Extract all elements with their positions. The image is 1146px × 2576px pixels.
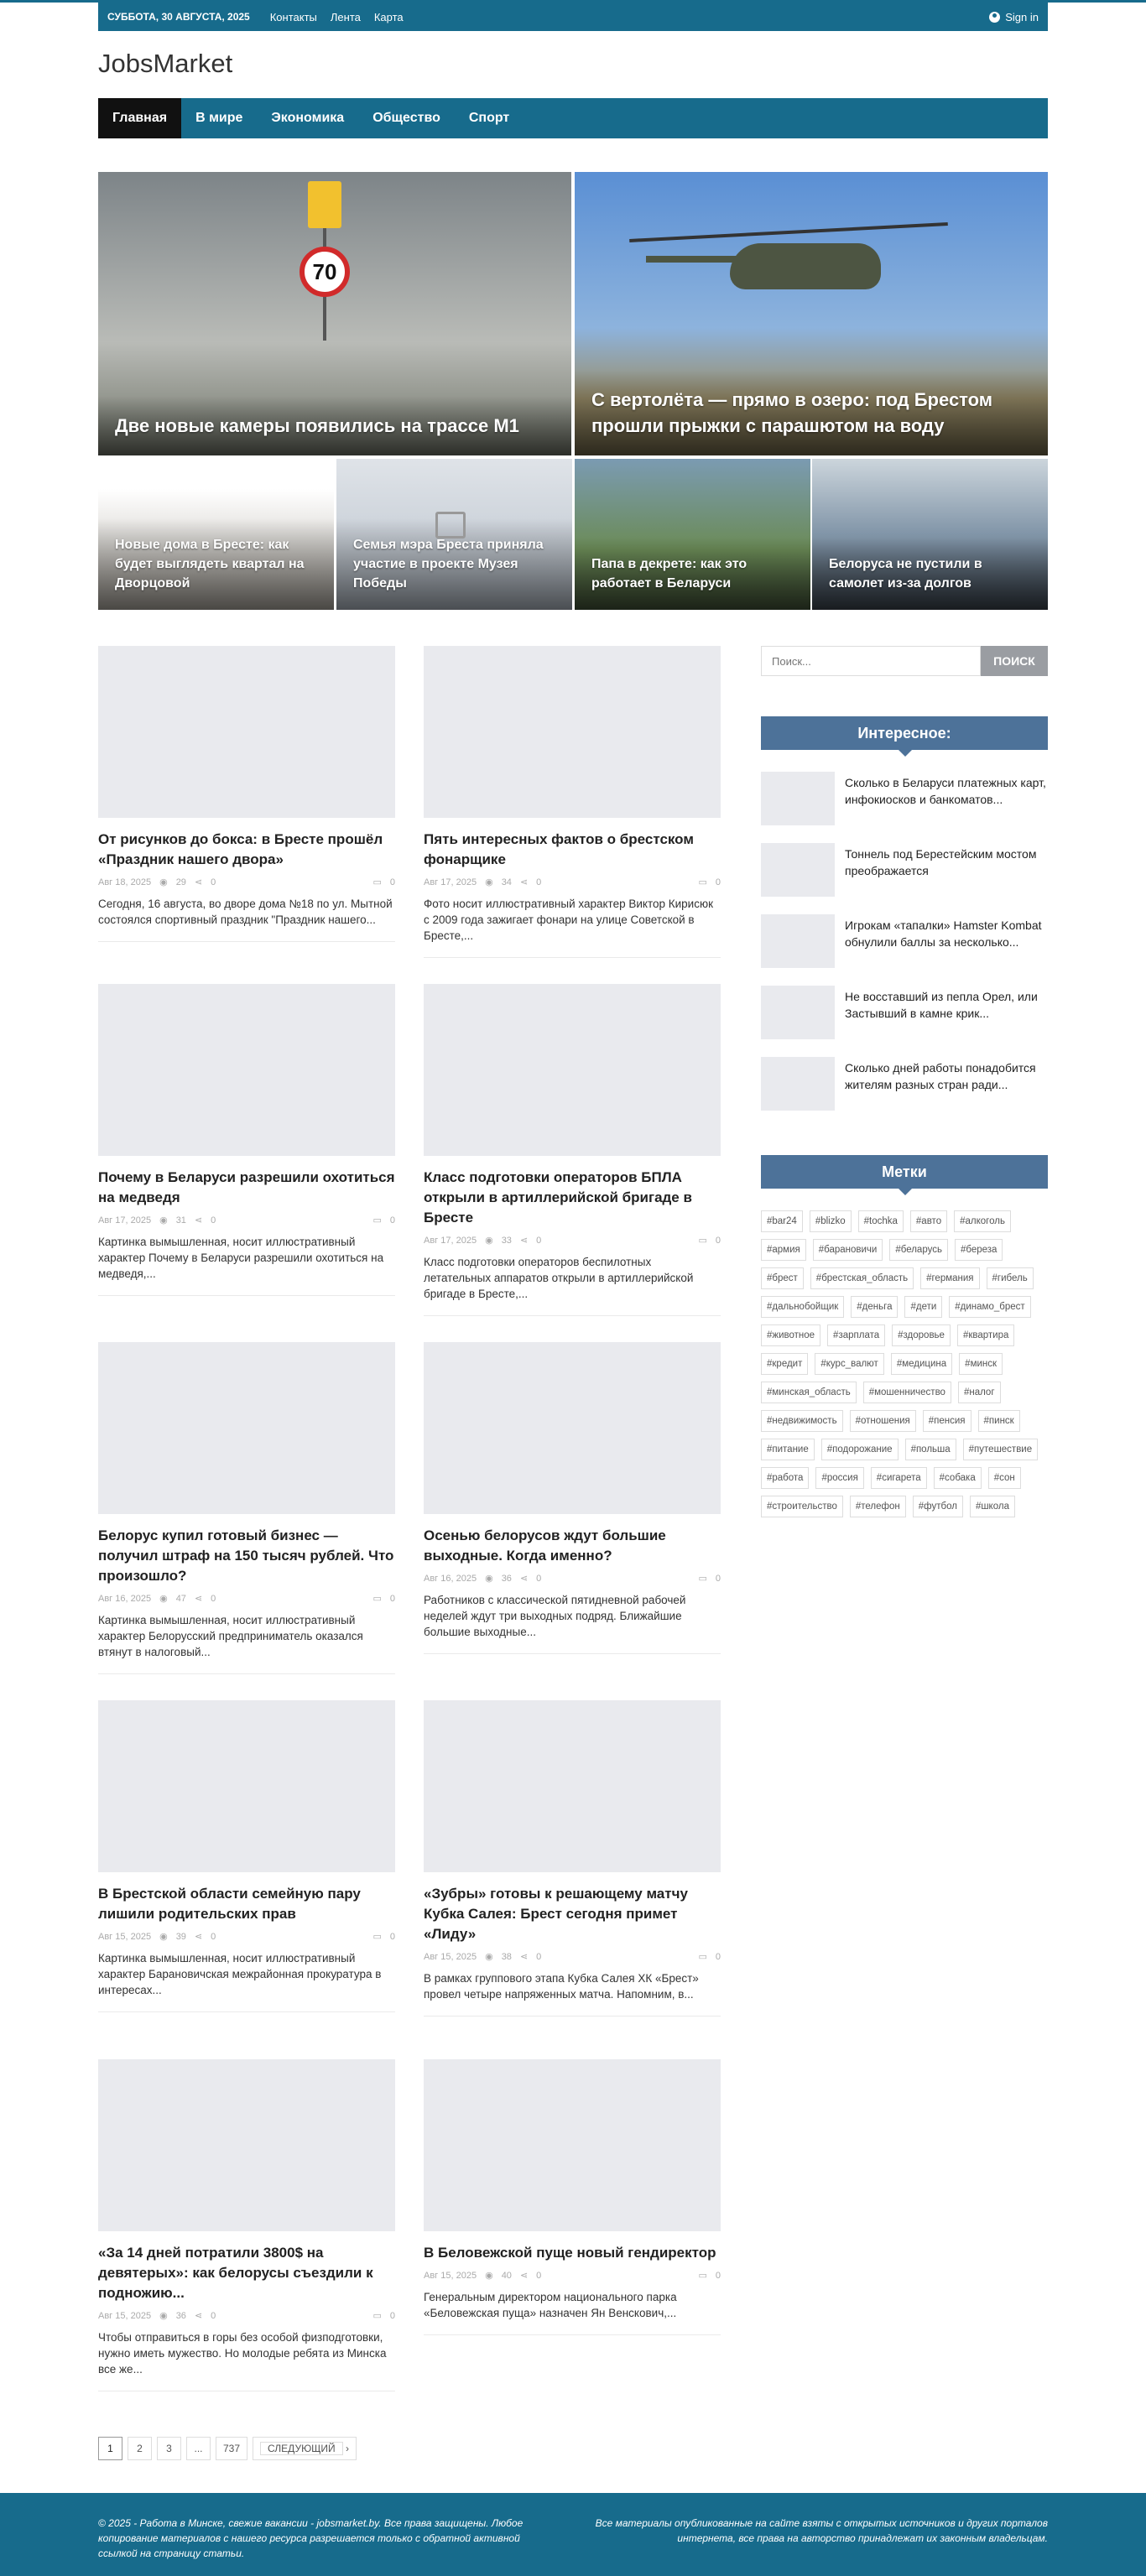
interesting-title[interactable]: Не восставший из пепла Орел, или Застывший в камне крик... <box>845 990 1038 1020</box>
share-icon: ⋖ <box>519 2271 529 2281</box>
interesting-widget-title: Интересное: <box>761 716 1048 750</box>
tag-link[interactable]: #пинск <box>978 1410 1020 1432</box>
article-date: Авг 17, 2025 <box>98 1215 152 1226</box>
tag-link[interactable]: #германия <box>920 1267 979 1289</box>
search-button[interactable]: ПОИСК <box>981 646 1048 676</box>
comment-icon: ▭ <box>698 877 707 887</box>
share-icon: ⋖ <box>194 1932 203 1942</box>
tag-link[interactable]: #путешествие <box>963 1439 1038 1460</box>
tag-link[interactable]: #отношения <box>850 1410 916 1432</box>
article-excerpt: Сегодня, 16 августа, во дворе дома №18 по ул. Мытной состоялся спортивный праздник "Праздник нашего... <box>98 898 393 926</box>
tag-link[interactable]: #животное <box>761 1324 820 1346</box>
article-excerpt: Картинка вымышленная, носит иллюстративный характер Барановичская межрайонная прокуратура в интересах... <box>98 1952 382 1996</box>
main-nav <box>98 98 1048 138</box>
article-card[interactable] <box>424 2059 721 2335</box>
tag-link[interactable]: #телефон <box>850 1496 906 1517</box>
interesting-thumbnail[interactable] <box>761 843 835 897</box>
article-shares: 0 <box>211 1931 216 1942</box>
article-comments: 0 <box>389 1931 395 1942</box>
article-shares: 0 <box>211 1215 216 1226</box>
tag-link[interactable]: #здоровье <box>892 1324 951 1346</box>
article-title[interactable]: «Зубры» готовы к решающему матчу Кубка Салея: Брест сегодня примет «Лиду» <box>424 1886 688 1942</box>
interesting-item[interactable] <box>761 986 1048 1039</box>
article-meta <box>98 2310 395 2321</box>
tag-link[interactable]: #дети <box>904 1296 942 1318</box>
article-title[interactable]: «За 14 дней потратили 3800$ на девятерых»: как белорусы съездили к подножию... <box>98 2245 373 2301</box>
nav-economy[interactable]: Экономика <box>271 111 345 125</box>
divider <box>424 1653 721 1654</box>
featured-title: Две новые камеры появились на трассе М1 <box>98 396 571 455</box>
article-thumbnail[interactable] <box>424 646 721 818</box>
share-icon: ⋖ <box>194 1594 203 1604</box>
featured-title: Папа в декрете: как это работает в Беларуси <box>575 538 810 610</box>
link-feed[interactable]: Лента <box>330 10 361 23</box>
nav-sport[interactable]: Спорт <box>468 111 510 125</box>
article-meta <box>98 1931 395 1942</box>
interesting-thumbnail[interactable] <box>761 1057 835 1111</box>
article-date: Авг 15, 2025 <box>98 1931 152 1942</box>
article-excerpt: Фото носит иллюстративный характер Виктор Кирисюк с 2009 года зажигает фонари на улице Советской в Бресте,... <box>424 898 713 942</box>
featured-article-5[interactable] <box>575 459 810 610</box>
article-date: Авг 15, 2025 <box>424 1951 477 1962</box>
page-ellipsis: ... <box>186 2437 211 2460</box>
user-icon <box>989 12 1000 23</box>
views-icon: ◉ <box>485 877 493 887</box>
views-icon: ◉ <box>485 2271 493 2281</box>
interesting-item[interactable] <box>761 843 1048 897</box>
tag-link[interactable]: #авто <box>910 1210 947 1232</box>
article-card[interactable] <box>98 1700 395 2012</box>
tag-link[interactable]: #динамо_брест <box>949 1296 1030 1318</box>
next-page-button[interactable]: СЛЕДУЮЩИЙ › <box>253 2437 357 2460</box>
article-views: 36 <box>501 1573 512 1584</box>
tag-link[interactable]: #брест <box>761 1267 804 1289</box>
article-meta <box>98 1593 395 1604</box>
article-title[interactable]: От рисунков до бокса: в Бресте прошёл «Праздник нашего двора» <box>98 831 383 867</box>
share-icon: ⋖ <box>519 1952 529 1962</box>
article-title[interactable]: Осенью белорусов ждут большие выходные. Когда именно? <box>424 1527 666 1564</box>
page-3[interactable]: 3 <box>157 2437 181 2460</box>
tag-link[interactable]: #деньга <box>851 1296 898 1318</box>
featured-title: Новые дома в Бресте: как будет выглядеть квартал на Дворцовой <box>98 518 334 610</box>
tag-link[interactable]: #питание <box>761 1439 815 1460</box>
article-date: Авг 16, 2025 <box>98 1593 152 1604</box>
article-date: Авг 15, 2025 <box>98 2310 152 2321</box>
article-thumbnail[interactable] <box>424 1342 721 1514</box>
article-title[interactable]: Пять интересных фактов о брестском фонарщике <box>424 831 694 867</box>
tag-link[interactable]: #blizko <box>810 1210 852 1232</box>
tag-link[interactable]: #гибель <box>987 1267 1034 1289</box>
tag-link[interactable]: #мошенничество <box>863 1382 951 1403</box>
article-comments: 0 <box>715 877 721 887</box>
footer-disclaimer: Все материалы опубликованные на сайте взяты с открытых источников и других порталов интернета, все права на авторство принадлежат их законным владельцам. <box>595 2517 1048 2544</box>
search-input[interactable] <box>761 646 981 676</box>
tag-link[interactable]: #пенсия <box>923 1410 971 1432</box>
divider <box>98 941 395 942</box>
sign-in-link[interactable] <box>989 11 1039 23</box>
article-meta <box>424 1235 721 1246</box>
article-thumbnail[interactable] <box>98 1700 395 1872</box>
tag-link[interactable]: #собака <box>934 1467 982 1489</box>
divider <box>98 1673 395 1674</box>
nav-society[interactable]: Общество <box>372 111 440 125</box>
views-icon: ◉ <box>159 1215 168 1226</box>
tag-link[interactable]: #зарплата <box>827 1324 885 1346</box>
divider <box>424 2016 721 2017</box>
article-views: 38 <box>501 1951 512 1962</box>
article-shares: 0 <box>211 2310 216 2321</box>
featured-article-3[interactable] <box>98 459 334 610</box>
tag-link[interactable]: #работа <box>761 1467 809 1489</box>
featured-title: С вертолёта — прямо в озеро: под Брестом прошли прыжки с парашютом на воду <box>575 370 1048 455</box>
link-contacts[interactable]: Контакты <box>269 10 317 23</box>
comment-icon: ▭ <box>698 1952 707 1962</box>
next-page-label: СЛЕДУЮЩИЙ <box>260 2442 343 2455</box>
article-views: 40 <box>501 2270 512 2281</box>
share-icon: ⋖ <box>194 2311 203 2321</box>
current-date: СУББОТА, 30 АВГУСТА, 2025 <box>107 11 250 23</box>
comment-icon: ▭ <box>372 1932 382 1942</box>
featured-title: Белоруса не пустили в самолет из-за долгов <box>812 538 1048 610</box>
interesting-title[interactable]: Сколько дней работы понадобится жителям разных стран ради... <box>845 1061 1036 1091</box>
interesting-thumbnail[interactable] <box>761 914 835 968</box>
article-card[interactable] <box>98 984 395 1296</box>
article-thumbnail[interactable] <box>424 2059 721 2231</box>
page-last[interactable]: 737 <box>216 2437 247 2460</box>
tag-link[interactable]: #bar24 <box>761 1210 803 1232</box>
comment-icon: ▭ <box>698 1236 707 1246</box>
views-icon: ◉ <box>485 1574 493 1584</box>
tag-link[interactable]: #россия <box>815 1467 863 1489</box>
tag-link[interactable]: #польша <box>905 1439 956 1460</box>
views-icon: ◉ <box>485 1236 493 1246</box>
article-thumbnail[interactable] <box>424 984 721 1156</box>
tag-link[interactable]: #армия <box>761 1239 806 1261</box>
article-shares: 0 <box>536 877 542 887</box>
link-map[interactable]: Карта <box>373 10 404 23</box>
article-date: Авг 18, 2025 <box>98 877 152 887</box>
article-comments: 0 <box>389 877 395 887</box>
share-icon: ⋖ <box>519 1574 529 1584</box>
article-thumbnail[interactable] <box>424 1700 721 1872</box>
tag-link[interactable]: #барановичи <box>813 1239 883 1261</box>
article-shares: 0 <box>536 1235 542 1246</box>
article-title[interactable]: В Беловежской пуще новый гендиректор <box>424 2245 716 2261</box>
article-card[interactable] <box>424 1342 721 1654</box>
speed-limit-sign: 70 <box>300 247 350 297</box>
tag-link[interactable]: #квартира <box>957 1324 1014 1346</box>
tag-link[interactable]: #налог <box>958 1382 1001 1403</box>
article-excerpt: Генеральным директором национального парка «Беловежская пуща» назначен Ян Венскович,... <box>424 2291 677 2319</box>
article-views: 29 <box>175 877 186 887</box>
divider <box>424 957 721 958</box>
article-card[interactable] <box>98 1342 395 1674</box>
article-title[interactable]: В Брестской области семейную пару лишили родительских прав <box>98 1886 361 1922</box>
article-meta <box>424 2270 721 2281</box>
article-excerpt: Картинка вымышленная, носит иллюстративный характер Почему в Беларуси разрешили охотиться на медведя,... <box>98 1236 384 1280</box>
views-icon: ◉ <box>159 877 168 887</box>
article-meta <box>98 1215 395 1226</box>
comment-icon: ▭ <box>698 1574 707 1584</box>
article-excerpt: Чтобы отправиться в горы без особой физподготовки, нужно иметь мужество. Но молодые ребята из Минска все же... <box>98 2331 387 2376</box>
tag-link[interactable]: #курс_валют <box>815 1353 883 1375</box>
tag-link[interactable]: #школа <box>970 1496 1015 1517</box>
article-comments: 0 <box>389 2310 395 2321</box>
share-icon: ⋖ <box>519 1236 529 1246</box>
comment-icon: ▭ <box>372 1215 382 1226</box>
article-meta <box>424 1573 721 1584</box>
page-2[interactable]: 2 <box>128 2437 152 2460</box>
article-title[interactable]: Почему в Беларуси разрешили охотиться на медведя <box>98 1169 395 1205</box>
article-date: Авг 16, 2025 <box>424 1573 477 1584</box>
article-meta <box>424 1951 721 1962</box>
comment-icon: ▭ <box>372 1594 382 1604</box>
share-icon: ⋖ <box>194 1215 203 1226</box>
article-date: Авг 17, 2025 <box>424 1235 477 1246</box>
article-card[interactable] <box>424 984 721 1316</box>
comment-icon: ▭ <box>372 2311 382 2321</box>
tag-link[interactable]: #минская_область <box>761 1382 857 1403</box>
article-title[interactable]: Белорус купил готовый бизнес — получил штраф на 150 тысяч рублей. Что произошло? <box>98 1527 394 1584</box>
page-1[interactable]: 1 <box>98 2437 122 2460</box>
article-views: 47 <box>175 1593 186 1604</box>
article-thumbnail[interactable] <box>98 984 395 1156</box>
road-sign-image <box>305 181 345 341</box>
tag-link[interactable]: #подорожание <box>821 1439 899 1460</box>
article-excerpt: Работников с классической пятидневной рабочей неделей ждут три выходных подряд. Ближайшие большие выходные... <box>424 1594 686 1638</box>
tag-link[interactable]: #береза <box>955 1239 1003 1261</box>
featured-article-6[interactable] <box>812 459 1048 610</box>
site-logo[interactable]: JobsMarket <box>98 49 233 78</box>
tag-link[interactable]: #дальнобойщик <box>761 1296 844 1318</box>
tag-link[interactable]: #беларусь <box>889 1239 948 1261</box>
views-icon: ◉ <box>159 1594 168 1604</box>
article-views: 39 <box>175 1931 186 1942</box>
nav-world[interactable]: В мире <box>195 111 243 125</box>
tag-link[interactable]: #алкоголь <box>954 1210 1011 1232</box>
article-shares: 0 <box>536 1573 542 1584</box>
article-excerpt: Класс подготовки операторов беспилотных летательных аппаратов открыли в артиллерийской бригаде в Бресте,... <box>424 1256 694 1300</box>
article-views: 36 <box>175 2310 186 2321</box>
footer <box>0 2493 1146 2576</box>
tag-link[interactable]: #сон <box>988 1467 1021 1489</box>
divider <box>98 2011 395 2012</box>
comment-icon: ▭ <box>698 2271 707 2281</box>
nav-home[interactable]: Главная <box>98 98 181 138</box>
article-views: 34 <box>501 877 512 887</box>
tag-link[interactable]: #tochka <box>858 1210 904 1232</box>
article-thumbnail[interactable] <box>98 2059 395 2231</box>
interesting-item[interactable] <box>761 1057 1048 1111</box>
share-icon: ⋖ <box>194 877 203 887</box>
footer-copyright: © 2025 - Работа в Минске, свежие вакансии - jobsmarket.by. Все права защищены. Любое копирование материалов с нашего ресурса разрешается только с обратной активной ссылкой на страницу статьи. <box>98 2517 524 2559</box>
divider <box>98 1295 395 1296</box>
comment-icon: ▭ <box>372 877 382 887</box>
article-shares: 0 <box>211 877 216 887</box>
article-excerpt: Картинка вымышленная, носит иллюстративный характер Белорусский предприниматель оказался втянут в налоговый... <box>98 1614 363 1658</box>
interesting-title[interactable]: Тоннель под Берестейским мостом преображается <box>845 847 1037 877</box>
article-shares: 0 <box>211 1593 216 1604</box>
tag-link[interactable]: #минск <box>959 1353 1003 1375</box>
article-shares: 0 <box>536 2270 542 2281</box>
article-shares: 0 <box>536 1951 542 1962</box>
image-placeholder-icon <box>435 512 466 539</box>
interesting-title[interactable]: Сколько в Беларуси платежных карт, инфокиосков и банкоматов... <box>845 776 1046 806</box>
article-thumbnail[interactable] <box>98 1342 395 1514</box>
tag-link[interactable]: #медицина <box>891 1353 952 1375</box>
article-comments: 0 <box>715 2270 721 2281</box>
article-excerpt: В рамках группового этапа Кубка Салея ХК «Брест» провел четыре напряженных матча. Напомним, в... <box>424 1972 699 2001</box>
interesting-item[interactable] <box>761 772 1048 825</box>
tag-cloud <box>761 1210 1048 1517</box>
divider <box>424 1315 721 1316</box>
sign-in-label: Sign in <box>1005 10 1039 23</box>
article-comments: 0 <box>715 1235 721 1246</box>
article-date: Авг 17, 2025 <box>424 877 477 887</box>
share-icon: ⋖ <box>519 877 529 887</box>
article-card[interactable] <box>424 646 721 958</box>
article-card[interactable] <box>98 2059 395 2391</box>
tag-link[interactable]: #сигарета <box>871 1467 927 1489</box>
featured-title: Семья мэра Бреста приняла участие в проекте Музея Победы <box>336 518 572 610</box>
divider <box>424 2334 721 2335</box>
interesting-title[interactable]: Игрокам «тапалки» Hamster Kombat обнулили баллы за несколько... <box>845 919 1042 949</box>
article-card[interactable] <box>98 646 395 942</box>
views-icon: ◉ <box>159 2311 168 2321</box>
interesting-item[interactable] <box>761 914 1048 968</box>
article-comments: 0 <box>389 1215 395 1226</box>
views-icon: ◉ <box>159 1932 168 1942</box>
article-card[interactable] <box>424 1700 721 2017</box>
views-icon: ◉ <box>485 1952 493 1962</box>
article-meta <box>424 877 721 887</box>
tag-link[interactable]: #брестская_область <box>810 1267 914 1289</box>
article-views: 31 <box>175 1215 186 1226</box>
interesting-thumbnail[interactable] <box>761 986 835 1039</box>
article-comments: 0 <box>715 1951 721 1962</box>
article-thumbnail[interactable] <box>98 646 395 818</box>
article-comments: 0 <box>715 1573 721 1584</box>
article-title[interactable]: Класс подготовки операторов БПЛА открыли в артиллерийской бригаде в Бресте <box>424 1169 692 1226</box>
tag-link[interactable]: #кредит <box>761 1353 808 1375</box>
tag-link[interactable]: #недвижимость <box>761 1410 843 1432</box>
article-date: Авг 15, 2025 <box>424 2270 477 2281</box>
article-views: 33 <box>501 1235 512 1246</box>
tag-link[interactable]: #футбол <box>913 1496 963 1517</box>
helicopter-image <box>629 222 948 315</box>
interesting-thumbnail[interactable] <box>761 772 835 825</box>
tags-widget-title: Метки <box>761 1155 1048 1189</box>
article-meta <box>98 877 395 887</box>
tag-link[interactable]: #строительство <box>761 1496 843 1517</box>
top-bar <box>98 3 1048 31</box>
article-comments: 0 <box>389 1593 395 1604</box>
pagination <box>98 2437 357 2460</box>
search-form <box>761 646 1048 676</box>
